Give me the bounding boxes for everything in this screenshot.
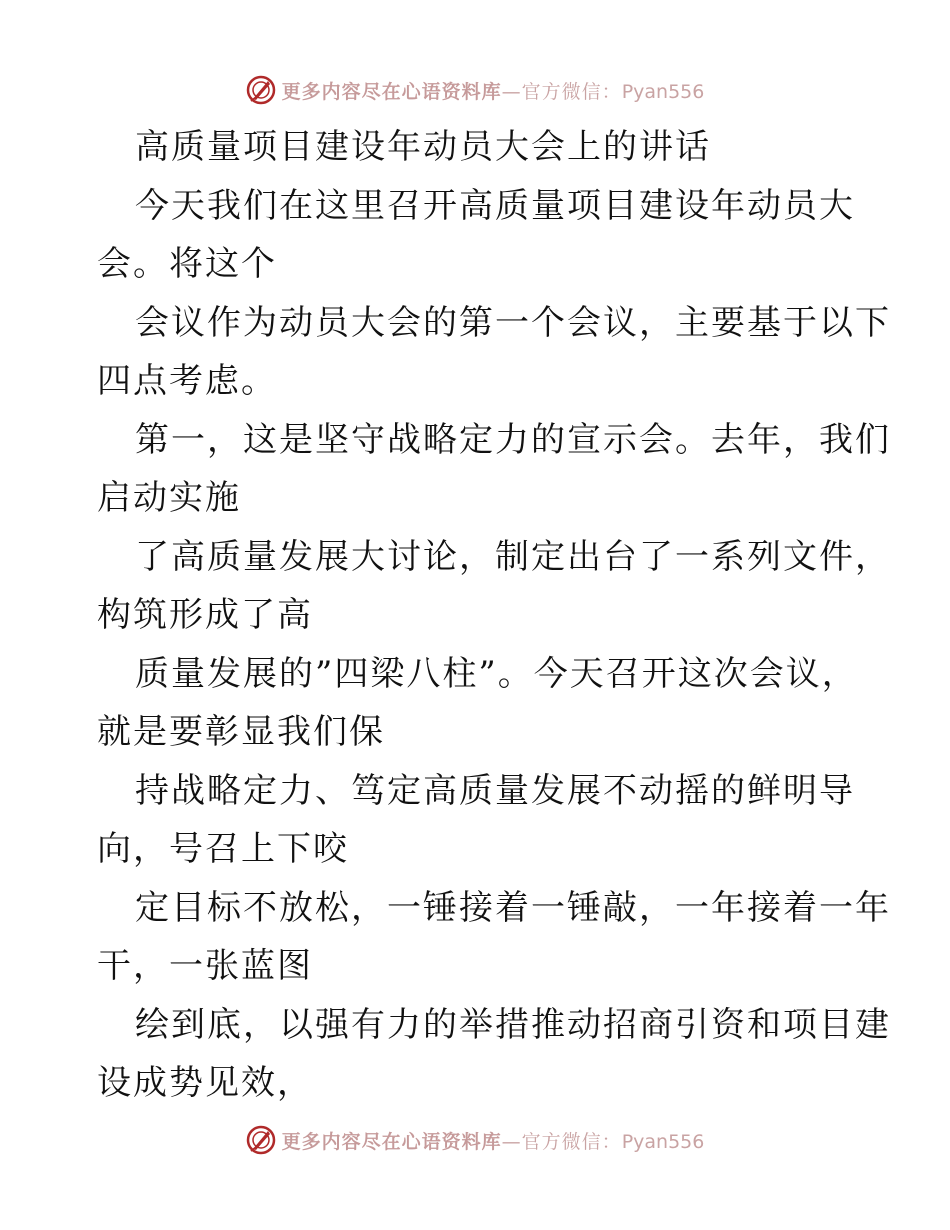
paragraph-line: 干，一张蓝图 bbox=[97, 946, 313, 986]
banner-wechat-id: Pyan556 bbox=[621, 80, 705, 103]
banner-text bbox=[282, 1127, 705, 1154]
banner-wechat-id: Pyan556 bbox=[621, 1130, 705, 1153]
quill-logo-icon bbox=[246, 75, 276, 105]
paragraph-line: 四点考虑。 bbox=[97, 361, 277, 401]
banner-site-text: 更多内容尽在心语资料库 bbox=[281, 1130, 502, 1153]
paragraph-line: 就是要彰显我们保 bbox=[97, 712, 385, 752]
paragraph-line: 定目标不放松，一锤接着一锤敲，一年接着一年 bbox=[135, 887, 891, 928]
banner-separator: — bbox=[501, 80, 522, 103]
footer-banner bbox=[0, 1120, 950, 1160]
paragraph-line: 持战略定力、笃定高质量发展不动摇的鲜明导 bbox=[135, 770, 855, 811]
paragraph-line: 会。将这个 bbox=[97, 244, 277, 284]
paragraph-line: 第一，这是坚守战略定力的宣示会。去年，我们 bbox=[135, 419, 891, 460]
paragraph-line: 了高质量发展大讨论，制定出台了一系列文件， bbox=[135, 536, 891, 577]
paragraph-line: 质量发展的”四梁八柱”。今天召开这次会议， bbox=[135, 653, 858, 694]
banner-site-text: 更多内容尽在心语资料库 bbox=[281, 80, 502, 103]
paragraph-line: 今天我们在这里召开高质量项目建设年动员大 bbox=[135, 185, 855, 226]
paragraph-line: 向，号召上下咬 bbox=[97, 829, 349, 869]
paragraph-line: 会议作为动员大会的第一个会议，主要基于以下 bbox=[135, 302, 891, 343]
paragraph-line: 绘到底，以强有力的举措推动招商引资和项目建 bbox=[135, 1004, 891, 1045]
document-body bbox=[97, 118, 891, 1113]
paragraph-line: 启动实施 bbox=[97, 478, 241, 518]
banner-text bbox=[282, 77, 705, 104]
paragraph-line: 设成势见效， bbox=[97, 1063, 313, 1103]
banner-separator: — bbox=[501, 1130, 522, 1153]
paragraph-line: 构筑形成了高 bbox=[97, 595, 313, 635]
quill-logo-icon bbox=[246, 1125, 276, 1155]
header-banner bbox=[0, 70, 950, 110]
banner-wechat-label: 官方微信： bbox=[521, 1130, 622, 1153]
document-title: 高质量项目建设年动员大会上的讲话 bbox=[135, 127, 711, 167]
banner-wechat-label: 官方微信： bbox=[521, 80, 622, 103]
